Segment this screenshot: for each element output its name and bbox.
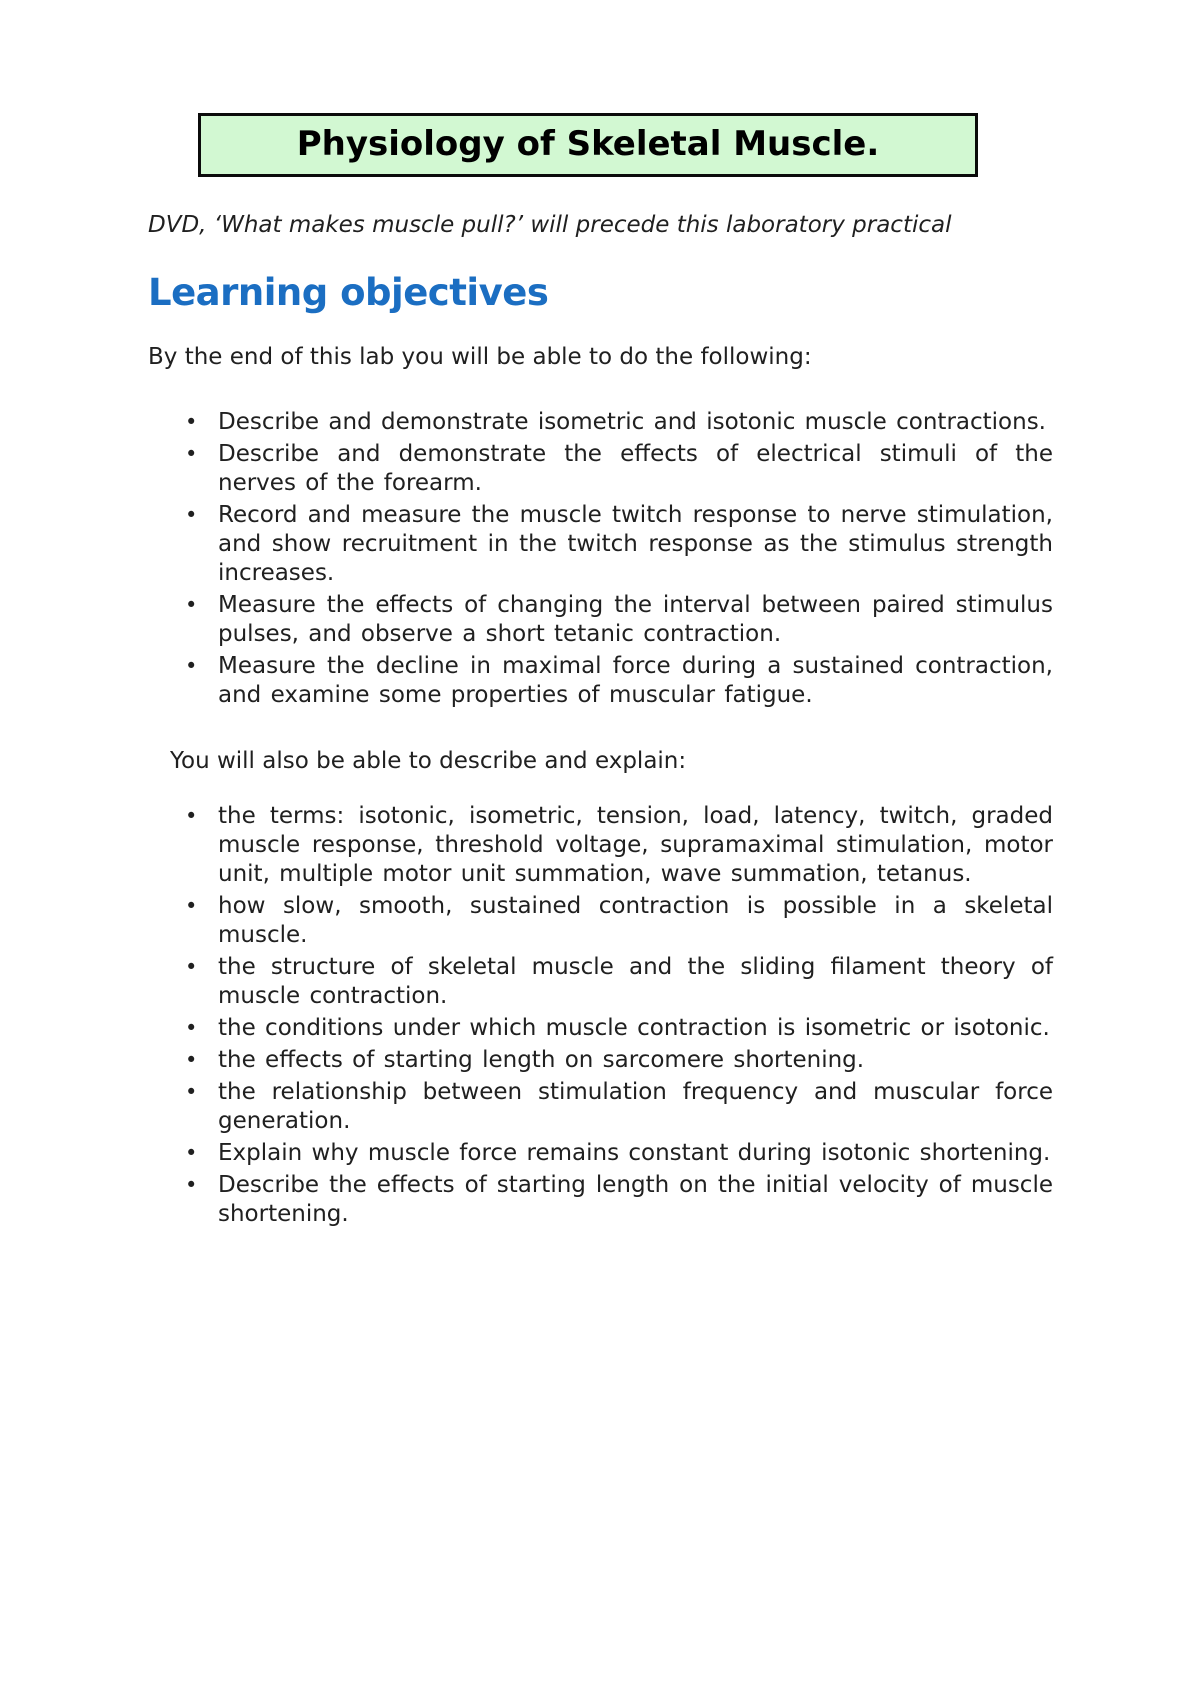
list-item-text: the structure of skeletal muscle and the sliding filament theory of muscle contraction. [218,954,1053,1009]
objectives-list [148,408,1053,710]
bullet-icon: • [185,1048,198,1072]
list-item-text: Record and measure the muscle twitch response to nerve stimulation, and show recruitment in the twitch response as the stimulus strength increases. [218,502,1053,586]
list-item-text: how slow, smooth, sustained contraction is possible in a skeletal muscle. [218,893,1053,948]
section-heading: Learning objectives [148,271,549,314]
list-item-text: the conditions under which muscle contraction is isometric or isotonic. [218,1015,1050,1041]
list-item-text: Explain why muscle force remains constant during isotonic shortening. [218,1140,1051,1166]
bullet-icon: • [185,654,198,678]
list-item-text: the effects of starting length on sarcomere shortening. [218,1047,865,1073]
bullet-icon: • [185,442,198,466]
bullet-icon: • [185,1016,198,1040]
intro-text: By the end of this lab you will be able to do the following: [148,344,812,370]
bullet-icon: • [185,894,198,918]
list-item [185,1078,1053,1136]
bullet-icon: • [185,410,198,434]
list-item-text: Measure the effects of changing the interval between paired stimulus pulses, and observe a short tetanic contraction. [218,592,1053,647]
list-item-text: the terms: isotonic, isometric, tension, load, latency, twitch, graded muscle response, threshold voltage, supramaximal stimulation, motor unit, multiple motor unit summation, wave summation, tetanus. [218,803,1053,887]
page-title: Physiology of Skeletal Muscle. [296,124,880,164]
explain-list [148,802,1053,1229]
list-item [185,408,1053,437]
list-item-text: Describe and demonstrate isometric and isotonic muscle contractions. [218,409,1046,435]
bullet-icon: • [185,1080,198,1104]
list-item-text: Describe and demonstrate the effects of electrical stimuli of the nerves of the forearm. [218,441,1053,496]
list-item [185,953,1053,1011]
list-item [185,802,1053,889]
bullet-icon: • [185,1141,198,1165]
title-box [198,113,978,177]
list-item [185,440,1053,498]
list-item-text: Describe the effects of starting length on the initial velocity of muscle shortening. [218,1172,1053,1227]
list-item [185,892,1053,950]
dvd-note: DVD, ‘What makes muscle pull?’ will precede this laboratory practical [148,212,952,238]
list-item [185,652,1053,710]
list-item [185,501,1053,588]
bullet-icon: • [185,593,198,617]
also-intro-text: You will also be able to describe and explain: [170,748,687,774]
bullet-icon: • [185,503,198,527]
bullet-icon: • [185,955,198,979]
list-item [185,1139,1053,1168]
list-item-text: Measure the decline in maximal force during a sustained contraction, and examine some properties of muscular fatigue. [218,653,1053,708]
list-item [185,1046,1053,1075]
list-item [185,1014,1053,1043]
bullet-icon: • [185,1173,198,1197]
list-item [185,591,1053,649]
list-item-text: the relationship between stimulation frequency and muscular force generation. [218,1079,1053,1134]
bullet-icon: • [185,804,198,828]
list-item [185,1171,1053,1229]
